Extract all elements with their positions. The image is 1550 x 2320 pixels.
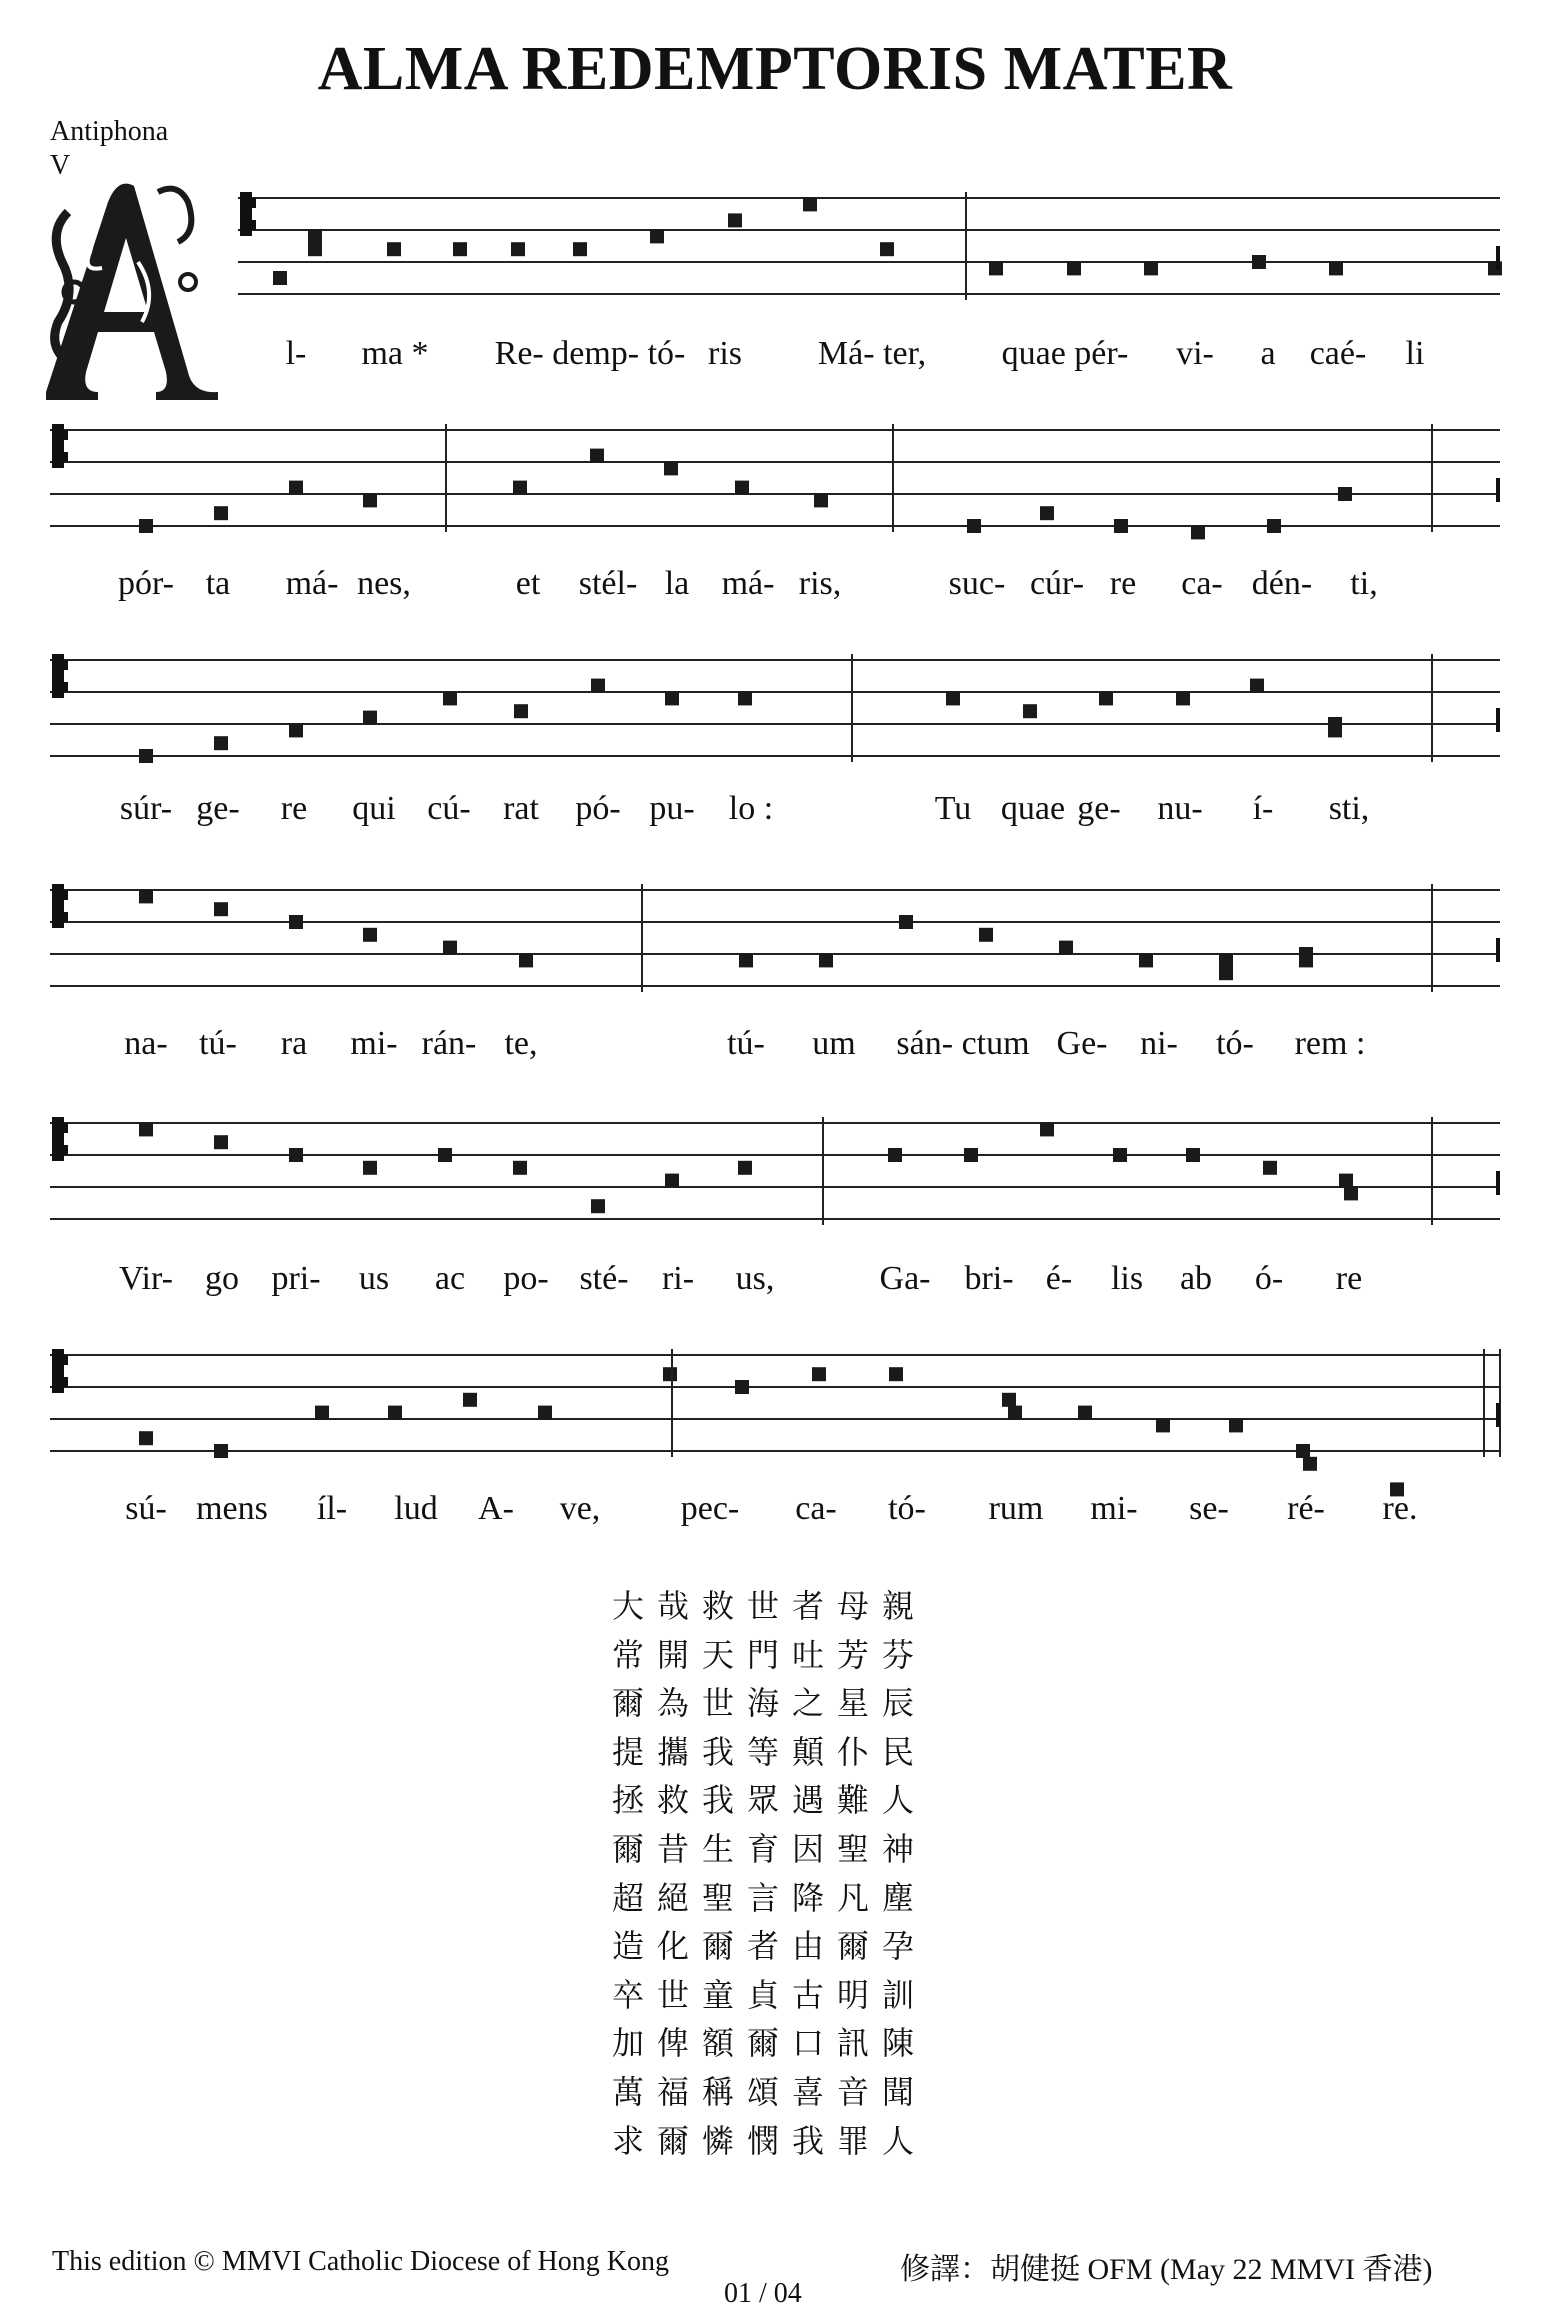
neume — [511, 242, 525, 256]
neume — [214, 902, 228, 916]
custos — [1496, 938, 1500, 962]
lyric-syllable: rán- — [421, 1025, 477, 1062]
mode-label: V — [50, 150, 71, 181]
neume — [819, 953, 833, 967]
neume — [1067, 261, 1081, 275]
neume — [739, 953, 753, 967]
staff — [0, 880, 1550, 1048]
neume — [1267, 519, 1281, 533]
lyric-syllable: súr- — [119, 790, 173, 827]
poem-line: 萬福稱頌喜音聞 — [612, 2072, 928, 2111]
neume — [438, 1148, 452, 1162]
lyric-syllable: us, — [735, 1260, 775, 1297]
neume — [889, 1367, 903, 1381]
neume — [214, 506, 228, 520]
chant-system — [0, 1345, 1550, 1550]
chant-system — [0, 188, 1550, 395]
lyric-syllable: mi- — [1090, 1490, 1138, 1527]
neume — [899, 915, 913, 929]
lyric-syllable: stél- — [578, 565, 638, 602]
neume — [363, 493, 377, 507]
neume — [214, 1135, 228, 1149]
lyric-syllable: Re- demp- tó- — [494, 335, 686, 372]
neume — [453, 242, 467, 256]
poem-line: 爾昔生育因聖神 — [612, 1829, 928, 1868]
neume — [308, 229, 322, 243]
lyric-syllable: Vir- — [119, 1260, 173, 1297]
lyric-syllable: la — [664, 565, 690, 602]
neume — [664, 461, 678, 475]
lyric-syllable: tó- — [888, 1490, 926, 1527]
poem-line: 求爾憐憫我罪人 — [612, 2121, 928, 2160]
custos — [1496, 246, 1500, 270]
lyric-syllable: í- — [1252, 790, 1274, 827]
lyric-syllable: re. — [1382, 1490, 1418, 1527]
lyric-syllable: se- — [1189, 1490, 1229, 1527]
lyric-syllable: Ga- — [879, 1260, 931, 1297]
lyric-syllable: rum — [988, 1490, 1044, 1527]
lyric-syllable: ca- — [1181, 565, 1223, 602]
neume — [989, 261, 1003, 275]
custos — [1496, 1171, 1500, 1195]
page-number: 01 / 04 — [724, 2278, 802, 2309]
lyric-syllable: um — [812, 1025, 856, 1062]
poem-line: 造化爾者由爾孕 — [612, 1927, 928, 1966]
neume — [289, 481, 303, 495]
neume — [388, 1406, 402, 1420]
lyric-syllable: te, — [504, 1025, 538, 1062]
neume — [1250, 679, 1264, 693]
staff — [0, 1113, 1550, 1281]
lyric-syllable: l- — [285, 335, 307, 372]
lyric-syllable: vi- — [1176, 335, 1214, 372]
neume — [665, 1174, 679, 1188]
lyric-syllable: lud — [394, 1490, 438, 1527]
neume — [1339, 1174, 1353, 1188]
neume — [1299, 953, 1313, 967]
lyric-syllable: ve, — [559, 1490, 601, 1527]
neume — [273, 271, 287, 285]
lyric-syllable: ge- — [196, 790, 240, 827]
neume — [735, 1380, 749, 1394]
poem-line: 爾為世海之星辰 — [612, 1684, 928, 1723]
neume — [591, 679, 605, 693]
neume — [1329, 261, 1343, 275]
c-clef — [52, 884, 68, 928]
neume — [139, 1122, 153, 1136]
lyric-syllable: A- — [478, 1490, 514, 1527]
neume — [363, 928, 377, 942]
neume — [363, 711, 377, 725]
neume — [1040, 1122, 1054, 1136]
lyric-syllable: ré- — [1287, 1490, 1325, 1527]
chinese-translation — [612, 1582, 927, 2165]
neume — [1252, 255, 1266, 269]
c-clef — [52, 1349, 68, 1393]
chant-system — [0, 880, 1550, 1085]
staff — [0, 420, 1550, 588]
neume — [591, 1199, 605, 1213]
neume — [1219, 966, 1233, 980]
neume — [573, 242, 587, 256]
custos — [1496, 1403, 1500, 1427]
lyric-syllable: sán- ctum — [896, 1025, 1030, 1062]
staff — [0, 1345, 1550, 1513]
neume — [443, 691, 457, 705]
lyric-syllable: ta — [205, 565, 231, 602]
neume — [1263, 1161, 1277, 1175]
lyric-syllable: Tu — [934, 790, 972, 827]
c-clef — [52, 424, 68, 468]
neume — [650, 229, 664, 243]
neume — [880, 242, 894, 256]
lyric-syllable: ris — [708, 335, 742, 372]
neume — [139, 749, 153, 763]
neume — [812, 1367, 826, 1381]
chant-system — [0, 650, 1550, 850]
neume — [514, 704, 528, 718]
translator-credit — [900, 2244, 1433, 2288]
lyric-syllable: po- — [503, 1260, 549, 1297]
poem-line: 拯救我眾遇難人 — [612, 1781, 928, 1820]
neume — [513, 1161, 527, 1175]
chant-system — [0, 1113, 1550, 1320]
neume — [1303, 1457, 1317, 1471]
copyright-notice: This edition © MMVI Catholic Diocese of Hong Kong — [52, 2246, 669, 2277]
neume — [1156, 1418, 1170, 1432]
lyric-syllable: re — [1335, 1260, 1363, 1297]
lyric-syllable: et — [515, 565, 541, 602]
neume — [513, 481, 527, 495]
neume — [1023, 704, 1037, 718]
neume — [214, 1444, 228, 1458]
neume — [443, 941, 457, 955]
neume — [665, 691, 679, 705]
lyric-syllable: Má- ter, — [817, 335, 927, 372]
lyric-syllable: ó- — [1254, 1260, 1284, 1297]
lyric-syllable: sti, — [1328, 790, 1370, 827]
neume — [1338, 487, 1352, 501]
lyric-syllable: má- — [285, 565, 339, 602]
lyric-syllable: mi- — [350, 1025, 398, 1062]
neume — [139, 1431, 153, 1445]
neume — [519, 953, 533, 967]
lyric-syllable: má- — [721, 565, 775, 602]
lyric-syllable: a — [1260, 335, 1276, 372]
chant-title: ALMA REDEMPTORIS MATER — [317, 35, 1233, 103]
neume — [1114, 519, 1128, 533]
lyric-syllable: quae pér- — [1001, 335, 1129, 372]
lyric-syllable: pó- — [575, 790, 621, 827]
poem-line: 大哉救世者母親 — [612, 1587, 928, 1625]
lyric-syllable: ab — [1179, 1260, 1213, 1297]
neume — [315, 1406, 329, 1420]
c-clef — [52, 654, 68, 698]
neume — [979, 928, 993, 942]
neume — [463, 1393, 477, 1407]
lyric-syllable: quae — [1000, 790, 1066, 827]
lyric-syllable: rat — [503, 790, 539, 827]
lyric-syllable: bri- — [964, 1260, 1014, 1297]
lyric-syllable: ti, — [1350, 565, 1378, 602]
lyric-syllable: caé- — [1309, 335, 1367, 372]
lyric-syllable: na- — [124, 1025, 168, 1062]
neume — [289, 1148, 303, 1162]
neume — [1144, 261, 1158, 275]
neume — [1099, 691, 1113, 705]
lyric-syllable: ge- — [1077, 790, 1121, 827]
neume — [590, 449, 604, 463]
lyric-syllable: go — [205, 1260, 239, 1297]
c-clef — [240, 192, 256, 236]
lyric-syllable: ra — [280, 1025, 308, 1062]
neume — [888, 1148, 902, 1162]
neume — [139, 519, 153, 533]
poem-line: 加俾額爾口訊陳 — [612, 2024, 928, 2063]
neume — [735, 481, 749, 495]
neume — [1002, 1393, 1016, 1407]
neume — [1078, 1406, 1092, 1420]
neume — [964, 1148, 978, 1162]
neume — [1059, 941, 1073, 955]
lyric-syllable: li — [1405, 335, 1425, 372]
neume — [1344, 1186, 1358, 1200]
translator-name: OFM (May 22 MMVI — [1080, 2253, 1363, 2286]
lyric-syllable: pec- — [680, 1490, 740, 1527]
chant-system — [0, 420, 1550, 625]
lyric-syllable: ma * — [361, 335, 429, 372]
lyric-syllable: nu- — [1157, 790, 1203, 827]
staff — [0, 188, 1550, 356]
lyric-syllable: rem : — [1294, 1025, 1366, 1062]
neume — [214, 736, 228, 750]
neume — [1176, 691, 1190, 705]
lyric-syllable: re — [280, 790, 308, 827]
custos — [1496, 708, 1500, 732]
neume — [1328, 723, 1342, 737]
lyric-syllable: lis — [1110, 1260, 1144, 1297]
neume — [663, 1367, 677, 1381]
neume — [728, 213, 742, 227]
neume — [1219, 953, 1233, 967]
lyric-syllable: lo : — [728, 790, 774, 827]
neume — [363, 1161, 377, 1175]
lyric-syllable: é- — [1045, 1260, 1073, 1297]
poem-line: 超絕聖言降凡塵 — [612, 1878, 928, 1917]
lyric-syllable: tú- — [199, 1025, 237, 1062]
poem-line: 常開天門吐芳芬 — [612, 1635, 928, 1674]
neume — [289, 723, 303, 737]
lyric-syllable: sté- — [579, 1260, 629, 1297]
neume — [803, 197, 817, 211]
neume — [1113, 1148, 1127, 1162]
neume — [538, 1406, 552, 1420]
neume — [814, 493, 828, 507]
poem-line: 提攜我等顛仆民 — [612, 1732, 928, 1771]
lyric-syllable: ni- — [1140, 1025, 1178, 1062]
poem-line: 卒世童貞古明訓 — [612, 1975, 928, 2014]
lyric-syllable: cúr- — [1029, 565, 1085, 602]
lyric-syllable: íl- — [316, 1490, 348, 1527]
translator-suffix: ) — [1422, 2253, 1433, 2286]
lyric-syllable: us — [358, 1260, 390, 1297]
lyric-syllable: pu- — [649, 790, 695, 827]
neume — [1186, 1148, 1200, 1162]
lyric-syllable: ac — [434, 1260, 466, 1297]
lyric-syllable: ris, — [798, 565, 842, 602]
lyric-syllable: re — [1109, 565, 1137, 602]
lyric-syllable: Ge- — [1056, 1025, 1108, 1062]
neume — [1139, 953, 1153, 967]
neume — [1296, 1444, 1310, 1458]
neume — [1040, 506, 1054, 520]
neume — [738, 691, 752, 705]
neume — [308, 242, 322, 256]
translator-place: 香港 — [1362, 2252, 1423, 2287]
translator-prefix: 修譯：胡健挺 — [900, 2252, 1080, 2287]
neume — [1191, 525, 1205, 539]
lyric-syllable: qui — [352, 790, 396, 827]
neume — [1229, 1418, 1243, 1432]
lyric-syllable: nes, — [357, 565, 411, 602]
lyric-syllable: sú- — [125, 1490, 167, 1527]
lyric-syllable: ri- — [661, 1260, 695, 1297]
neume — [967, 519, 981, 533]
neume — [946, 691, 960, 705]
c-clef — [52, 1117, 68, 1161]
custos — [1496, 478, 1500, 502]
lyric-syllable: mens — [196, 1490, 268, 1527]
lyric-syllable: cú- — [427, 790, 471, 827]
neume — [1008, 1406, 1022, 1420]
genre-label: Antiphona — [50, 116, 169, 147]
neume — [738, 1161, 752, 1175]
lyric-syllable: dén- — [1251, 565, 1313, 602]
lyric-syllable: pór- — [118, 565, 174, 602]
neume — [289, 915, 303, 929]
lyric-syllable: tú- — [727, 1025, 765, 1062]
lyric-syllable: pri- — [271, 1260, 321, 1297]
lyric-syllable: suc- — [948, 565, 1006, 602]
neume — [139, 889, 153, 903]
neume — [387, 242, 401, 256]
lyric-syllable: tó- — [1216, 1025, 1254, 1062]
lyric-syllable: ca- — [795, 1490, 837, 1527]
